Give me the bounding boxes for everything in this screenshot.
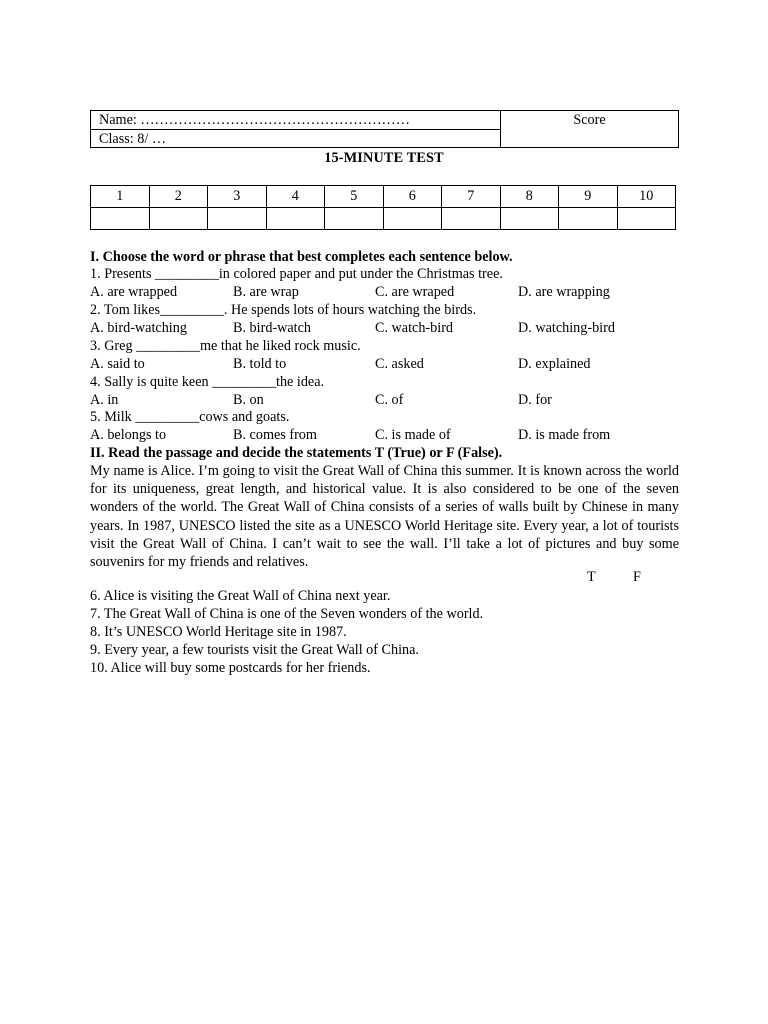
option-d[interactable]: D. are wrapping [518,284,610,300]
option-b[interactable]: B. on [233,392,264,408]
option-b[interactable]: B. comes from [233,427,317,443]
name-row [91,111,500,130]
section-2-heading: II. Read the passage and decide the statements T (True) or F (False). [90,445,503,461]
answer-number: 9 [559,186,618,208]
answer-number: 7 [442,186,501,208]
question-text: 2. Tom likes_________. He spends lots of hours watching the birds. [90,302,477,318]
answer-cell[interactable] [91,208,150,230]
answer-cell[interactable] [500,208,559,230]
answer-grid-blank-row [91,208,676,230]
option-c[interactable]: C. watch-bird [375,320,454,336]
true-column-label: T [587,569,596,585]
question-text: 5. Milk _________cows and goats. [90,409,290,425]
option-a[interactable]: A. bird-watching [90,320,187,336]
answer-number: 2 [149,186,208,208]
question-text: 1. Presents _________in colored paper and put under the Christmas tree. [90,266,503,282]
answer-grid-number-row [91,186,676,208]
answer-cell[interactable] [266,208,325,230]
option-c[interactable]: C. are wraped [375,284,455,300]
header-table [90,110,679,148]
statement: 8. It’s UNESCO World Heritage site in 1987. [90,624,347,640]
option-a[interactable]: A. in [90,392,119,408]
option-b[interactable]: B. told to [233,356,287,372]
answer-cell[interactable] [383,208,442,230]
option-c[interactable]: C. asked [375,356,424,372]
score-label: Score [573,112,606,128]
page-title: 15-MINUTE TEST [324,150,444,166]
answer-cell[interactable] [559,208,618,230]
student-info-cell [91,111,501,147]
answer-number: 5 [325,186,384,208]
option-c[interactable]: C. is made of [375,427,451,443]
statement: 6. Alice is visiting the Great Wall of China next year. [90,588,391,604]
answer-cell[interactable] [325,208,384,230]
answer-number: 1 [91,186,150,208]
option-d[interactable]: D. for [518,392,552,408]
statement: 9. Every year, a few tourists visit the Great Wall of China. [90,642,419,658]
name-label: Name: ………………………………………………… [99,112,410,128]
answer-cell[interactable] [208,208,267,230]
class-label: Class: 8/ … [99,131,167,147]
statement: 10. Alice will buy some postcards for her friends. [90,660,371,676]
answer-cell[interactable] [617,208,676,230]
section-1-heading: I. Choose the word or phrase that best completes each sentence below. [90,249,513,265]
option-a[interactable]: A. said to [90,356,145,372]
option-d[interactable]: D. explained [518,356,591,372]
option-a[interactable]: A. belongs to [90,427,167,443]
answer-number: 8 [500,186,559,208]
question-text: 4. Sally is quite keen _________the idea. [90,374,325,390]
option-b[interactable]: B. bird-watch [233,320,312,336]
answer-grid [90,185,676,230]
reading-passage: My name is Alice. I’m going to visit the Great Wall of China this summer. It is known across the world for its uniqueness, great length, and historical value. It is also considered to be one of the seven wonders of the world. The Great Wall of China consists of a series of walls built by Chinese in many years. In 1987, UNESCO listed the site as a UNESCO World Heritage site. Every year, a lot of tourists visit the Great Wall of China. I can’t wait to see the wall. I’ll take a lot of pictures and buy some souvenirs for my friends and relatives. [90,463,679,571]
question-text: 3. Greg _________me that he liked rock music. [90,338,361,354]
option-d[interactable]: D. is made from [518,427,611,443]
answer-number: 10 [617,186,676,208]
answer-number: 3 [208,186,267,208]
class-row [91,130,500,147]
false-column-label: F [633,569,641,585]
option-d[interactable]: D. watching-bird [518,320,615,336]
answer-number: 4 [266,186,325,208]
option-b[interactable]: B. are wrap [233,284,299,300]
option-c[interactable]: C. of [375,392,404,408]
option-a[interactable]: A. are wrapped [90,284,178,300]
statement: 7. The Great Wall of China is one of the Seven wonders of the world. [90,606,484,622]
answer-cell[interactable] [149,208,208,230]
answer-cell[interactable] [442,208,501,230]
answer-number: 6 [383,186,442,208]
